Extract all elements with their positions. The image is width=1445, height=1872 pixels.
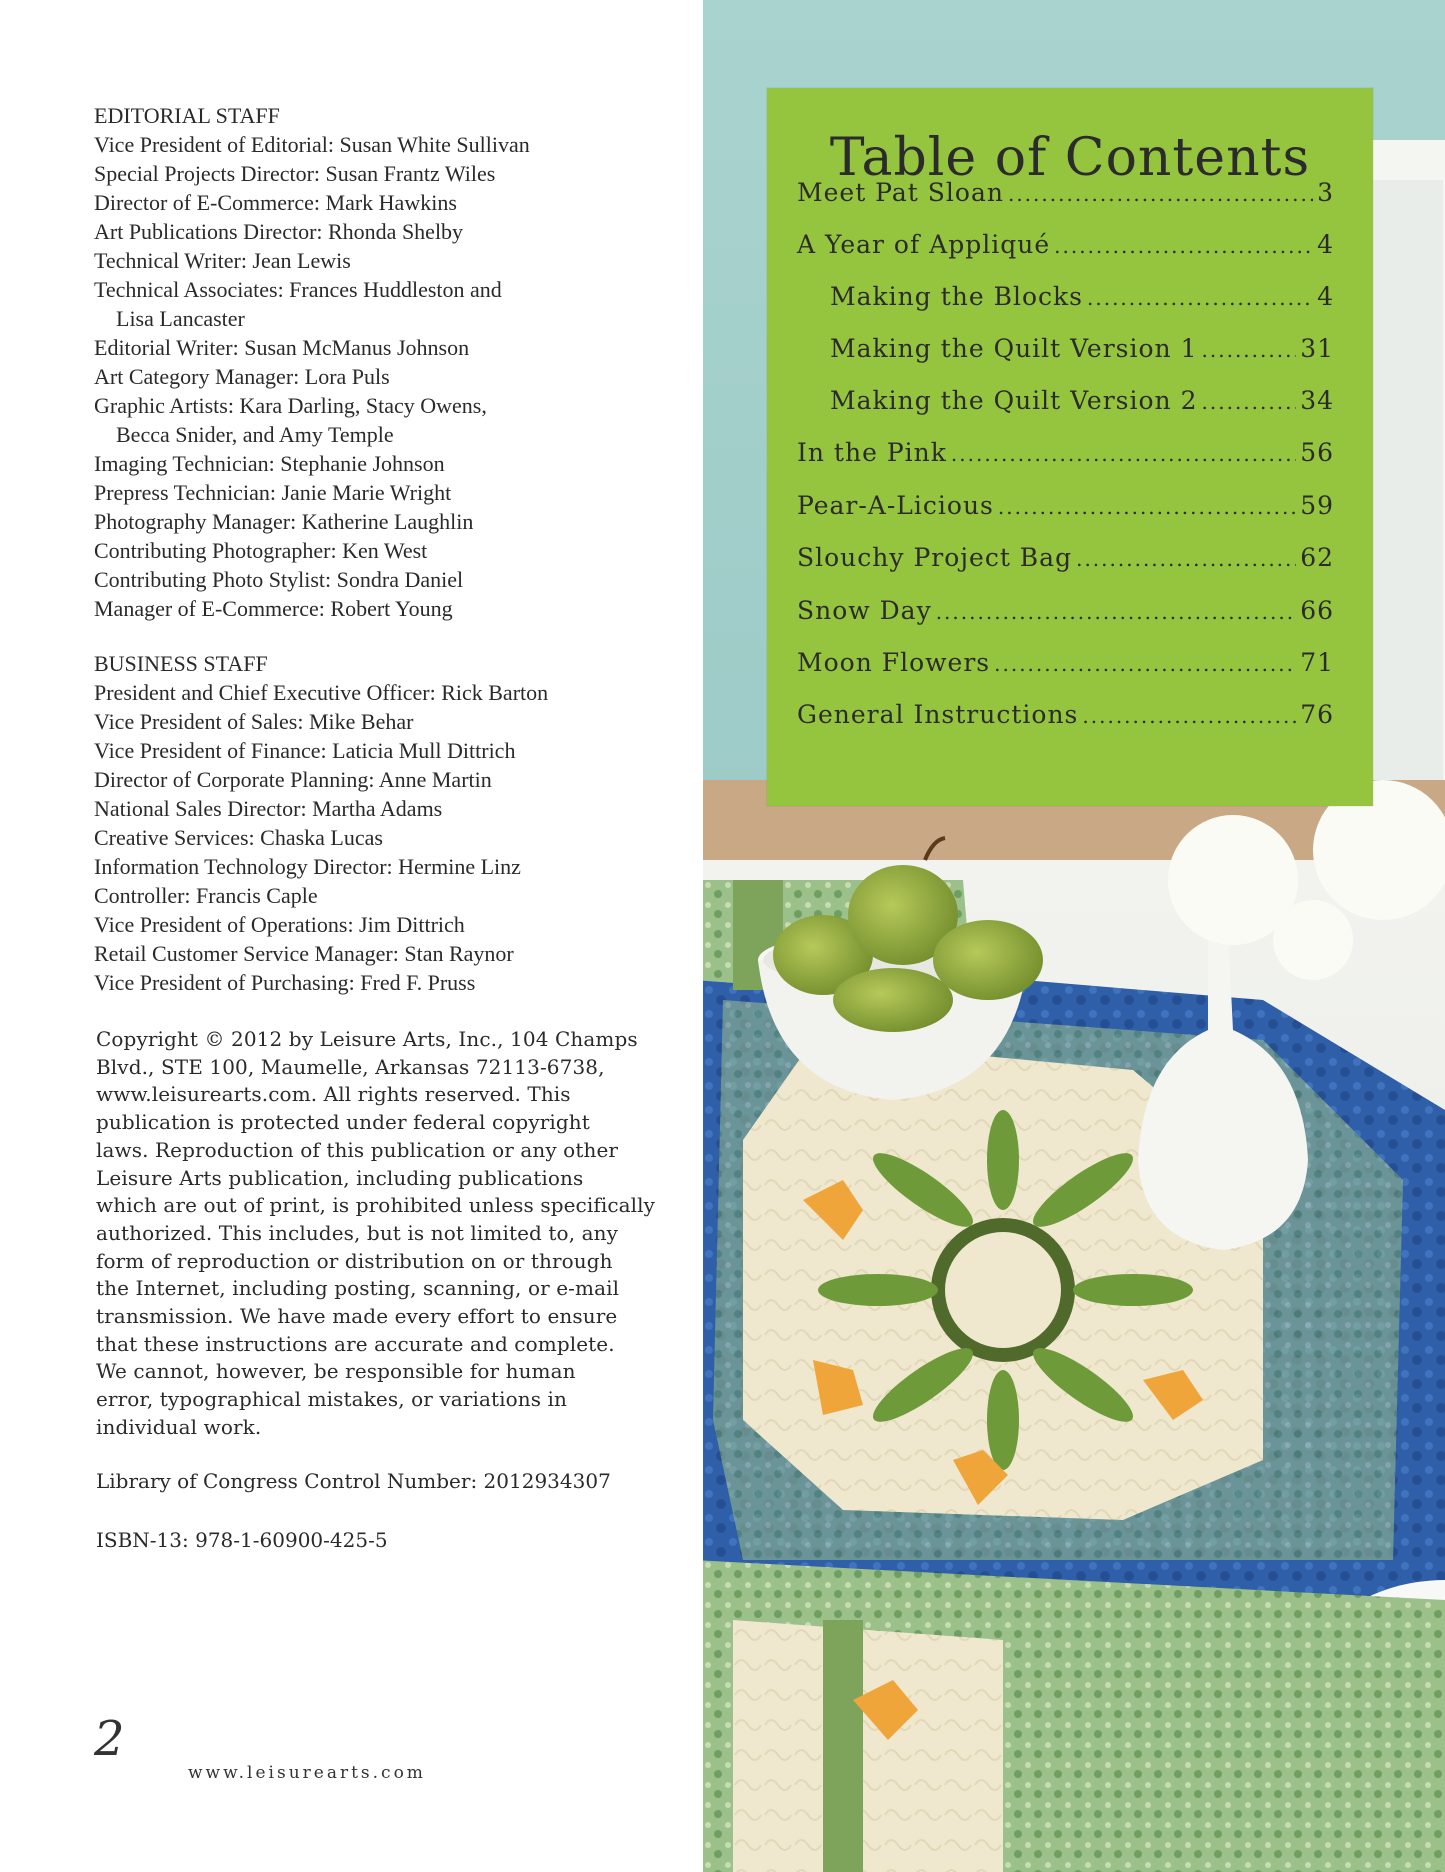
copyright-line: Copyright © 2012 by Leisure Arts, Inc., 104 Champs (96, 1027, 638, 1051)
toc-entry-label: Snow Day (797, 596, 932, 625)
copyright-line: Blvd., STE 100, Maumelle, Arkansas 72113-6738, (96, 1054, 605, 1079)
copyright-line: publication is protected under federal copyright (96, 1110, 590, 1135)
table-of-contents-box (767, 88, 1373, 806)
business-staff-line: Retail Customer Service Manager: Stan Raynor (94, 941, 514, 966)
editorial-staff-line: Technical Associates: Frances Huddleston and (94, 277, 502, 302)
toc-leader-dots (1008, 182, 1313, 206)
toc-leader-dots (1082, 704, 1296, 728)
editorial-staff-line: Art Publications Director: Rhonda Shelby (94, 219, 464, 244)
toc-leader-dots (1202, 338, 1297, 362)
editorial-staff-line: Imaging Technician: Stephanie Johnson (94, 451, 445, 476)
copyright-line: form of reproduction or distribution on or through (96, 1248, 613, 1273)
business-staff-line: Vice President of Sales: Mike Behar (94, 709, 414, 734)
toc-entry-label: Making the Quilt Version 2 (830, 386, 1198, 415)
copyright-line: which are out of print, is prohibited unless specifically (96, 1193, 656, 1218)
copyright-line: We cannot, however, be responsible for human (96, 1359, 576, 1384)
business-staff-line: Creative Services: Chaska Lucas (94, 825, 383, 850)
toc-entry-label: Making the Blocks (830, 282, 1083, 311)
editorial-staff-line: Lisa Lancaster (116, 306, 245, 331)
editorial-staff-line: Graphic Artists: Kara Darling, Stacy Owens, (94, 393, 487, 418)
editorial-staff-line: Manager of E-Commerce: Robert Young (94, 596, 453, 621)
toc-leader-dots (936, 600, 1296, 624)
business-heading: BUSINESS STAFF (94, 651, 268, 676)
editorial-staff-line: Contributing Photographer: Ken West (94, 538, 428, 563)
copyright-line: Leisure Arts publication, including publications (96, 1165, 584, 1190)
toc-leader-dots (1054, 234, 1313, 258)
left-column (0, 0, 700, 1872)
toc-leader-dots (998, 495, 1296, 519)
copyright-line: www.leisurearts.com. All rights reserved. This (96, 1082, 571, 1107)
toc-entry (797, 596, 1334, 632)
toc-entry (797, 543, 1334, 579)
business-staff-line: National Sales Director: Martha Adams (94, 796, 443, 821)
copyright-line: that these instructions are accurate and complete. (96, 1331, 615, 1356)
toc-leader-dots (1076, 547, 1296, 571)
copyright-line: authorized. This includes, but is not limited to, any (96, 1220, 619, 1245)
business-staff-line: Vice President of Purchasing: Fred F. Pruss (94, 970, 476, 995)
footer-url: www.leisurearts.com (188, 1763, 426, 1783)
toc-entry-label: Making the Quilt Version 1 (830, 334, 1198, 363)
copyright-notice (96, 1026, 671, 1442)
toc-entry (797, 491, 1334, 527)
editorial-staff-line: Becca Snider, and Amy Temple (116, 422, 394, 447)
toc-entry (830, 386, 1334, 422)
editorial-staff-line: Special Projects Director: Susan Frantz Wiles (94, 161, 496, 186)
toc-leader-dots (994, 652, 1296, 676)
editorial-staff-line: Vice President of Editorial: Susan White Sullivan (94, 132, 530, 157)
editorial-staff-line: Art Category Manager: Lora Puls (94, 364, 390, 389)
toc-title: Table of Contents (829, 128, 1311, 188)
business-staff-line: Director of Corporate Planning: Anne Martin (94, 767, 492, 792)
library-of-congress-number: Library of Congress Control Number: 2012934307 (96, 1469, 611, 1493)
toc-entry-page: 3 (1317, 178, 1334, 207)
toc-entry-page: 62 (1300, 543, 1334, 572)
copyright-line: laws. Reproduction of this publication or any other (96, 1137, 619, 1162)
toc-entry (797, 438, 1334, 474)
isbn: ISBN-13: 978-1-60900-425-5 (96, 1528, 388, 1552)
toc-entry-label: General Instructions (797, 700, 1079, 729)
toc-leader-dots (1087, 286, 1313, 310)
editorial-staff-line: Director of E-Commerce: Mark Hawkins (94, 190, 457, 215)
copyright-line: transmission. We have made every effort to ensure (96, 1304, 618, 1329)
business-staff-line: Information Technology Director: Hermine Linz (94, 854, 521, 879)
page-number: 2 (94, 1711, 125, 1767)
toc-leader-dots (1202, 390, 1297, 414)
toc-entry (797, 700, 1334, 736)
editorial-staff-line: Editorial Writer: Susan McManus Johnson (94, 335, 470, 360)
toc-entry-page: 59 (1300, 491, 1334, 520)
toc-entry-label: Meet Pat Sloan (797, 178, 1004, 207)
copyright-line: individual work. (96, 1414, 262, 1439)
business-staff-line: President and Chief Executive Officer: Rick Barton (94, 680, 549, 705)
toc-entry-label: In the Pink (797, 438, 947, 467)
business-staff-list (94, 649, 694, 997)
toc-leader-dots (951, 442, 1296, 466)
toc-entry-page: 34 (1300, 386, 1334, 415)
editorial-staff-line: Prepress Technician: Janie Marie Wright (94, 480, 452, 505)
toc-entry-page: 66 (1300, 596, 1334, 625)
editorial-staff-list (94, 101, 694, 623)
business-staff-line: Controller: Francis Caple (94, 883, 318, 908)
toc-entry-label: A Year of Appliqué (797, 230, 1051, 259)
toc-entry-page: 4 (1317, 230, 1334, 259)
business-staff-line: Vice President of Finance: Laticia Mull Dittrich (94, 738, 516, 763)
toc-entry (797, 230, 1334, 266)
toc-entry (830, 282, 1334, 318)
toc-entry-page: 56 (1300, 438, 1334, 467)
business-staff-line: Vice President of Operations: Jim Dittrich (94, 912, 465, 937)
toc-entry-page: 71 (1300, 648, 1334, 677)
toc-entry (830, 334, 1334, 370)
toc-entry (797, 648, 1334, 684)
toc-entry-page: 76 (1300, 700, 1334, 729)
copyright-line: error, typographical mistakes, or variations in (96, 1387, 568, 1412)
toc-entry-label: Moon Flowers (797, 648, 991, 677)
editorial-staff-line: Technical Writer: Jean Lewis (94, 248, 351, 273)
toc-entry (797, 178, 1334, 214)
toc-entry-label: Pear-A-Licious (797, 491, 994, 520)
editorial-staff-line: Contributing Photo Stylist: Sondra Daniel (94, 567, 464, 592)
editorial-staff-line: Photography Manager: Katherine Laughlin (94, 509, 474, 534)
toc-entry-label: Slouchy Project Bag (797, 543, 1073, 572)
copyright-line: the Internet, including posting, scanning, or e-mail (96, 1276, 620, 1301)
toc-entry-page: 4 (1317, 282, 1334, 311)
toc-entry-page: 31 (1300, 334, 1334, 363)
editorial-heading: EDITORIAL STAFF (94, 103, 280, 128)
